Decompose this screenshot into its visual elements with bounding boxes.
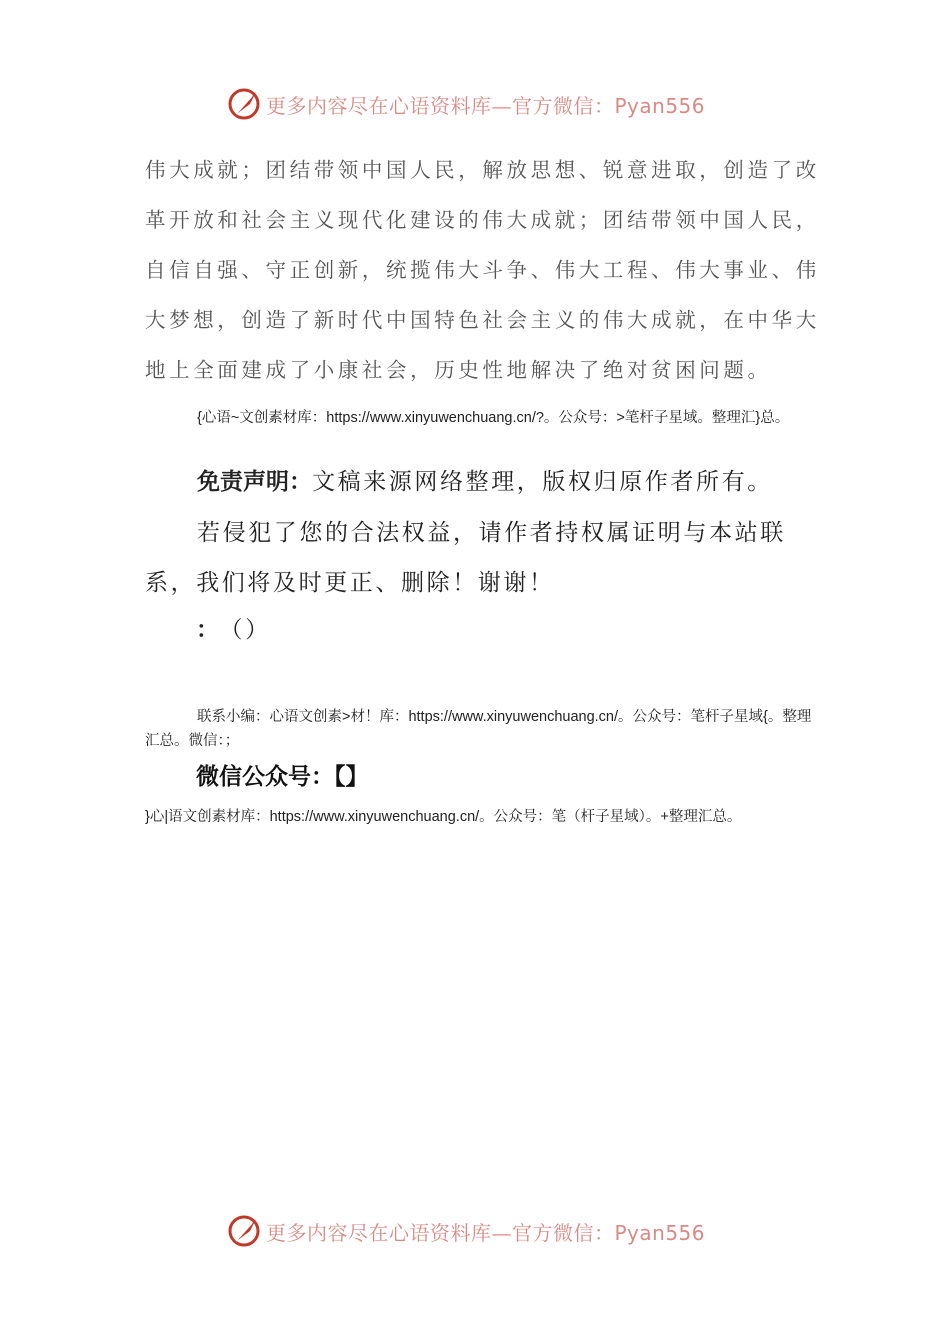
quill-logo-icon [226,86,262,122]
empty-parentheses: （） [231,617,271,643]
header-banner [226,84,705,124]
colon-mark: ： [196,617,219,643]
body-paragraph: 伟大成就；团结带领中国人民，解放思想、锐意进取，创造了改革开放和社会主义现代化建设的伟大成就；团结带领中国人民，自信自强、守正创新，统揽伟大斗争、伟大工程、伟大事业、伟大梦想，创造了新时代中国特色社会主义的伟大成就，在中华大地上全面建成了小康社会，历史性地解决了绝对贫困问题。 [145,158,820,382]
footer-banner [226,1211,705,1251]
disclaimer-line [145,457,825,507]
disclaimer-notice: 若侵犯了您的合法权益，请作者持权属证明与本站联系，我们将及时更正、删除！谢谢！ [145,520,786,596]
banner-text: 更多内容尽在心语资料库—官方微信：Pyan556 [266,1220,706,1245]
wechat-heading: 微信公众号：【】 [196,764,369,790]
banner-text: 更多内容尽在心语资料库—官方微信：Pyan556 [266,93,706,118]
disclaimer-label: 免责声明： [197,469,312,495]
banner-wechat-id: Pyan556 [614,93,706,118]
quill-logo-icon [226,1213,262,1249]
colon-line [196,605,876,655]
disclaimer-text: 文稿来源网络整理，版权归原作者所有。 [312,469,773,495]
banner-wechat-id: Pyan556 [614,1220,706,1245]
contact-note: 联系小编：心语文创素>材！库：https://www.xinyuwenchuang.cn/。公众号：笔杆子星域{。整理汇总。微信：； [145,709,812,749]
source-note-2: }心|语文创素材库：https://www.xinyuwenchuang.cn/。公众号：笔（杆子星域）。+整理汇总。 [145,809,742,825]
source-note: {心语~文创素材库：https://www.xinyuwenchuang.cn/?。公众号：>笔杆子星域。整理汇}总。 [197,410,790,426]
